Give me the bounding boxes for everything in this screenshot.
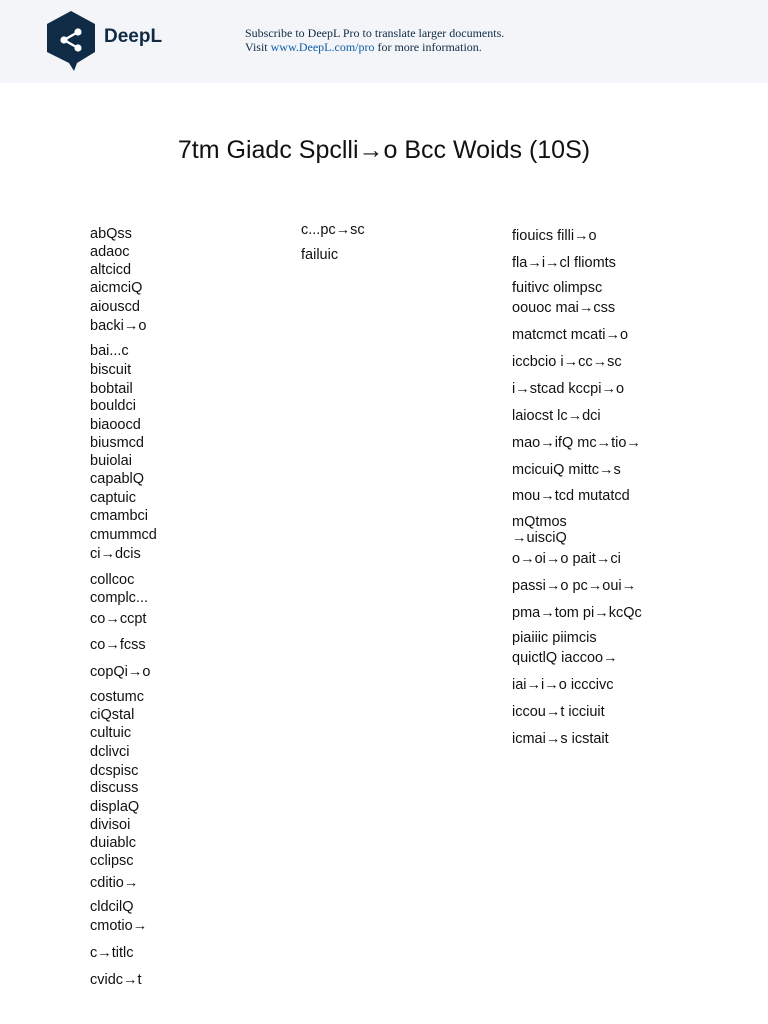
word-entry: fuitivc olimpsc <box>512 280 603 296</box>
word-entry: mcicuiQ mittc→s <box>512 462 621 478</box>
word-entry: c...pc→sc <box>301 222 365 238</box>
word-entry: cditio→ <box>90 875 139 891</box>
word-entry: duiablc <box>90 835 136 851</box>
word-entry: cclipsc <box>90 853 134 869</box>
word-entry: i→stcad kccpi→o <box>512 381 625 397</box>
word-entry: bai...c <box>90 343 129 359</box>
word-entry: abQss <box>90 226 132 242</box>
word-entry: dcspisc <box>90 763 139 779</box>
word-entry: ci→dcis <box>90 546 141 562</box>
word-entry: cmotio→ <box>90 918 148 934</box>
word-entry: biscuit <box>90 362 132 378</box>
word-entry: dclivci <box>90 744 130 760</box>
word-entry: quictlQ iaccoo→ <box>512 650 618 666</box>
word-entry: co→ccpt <box>90 611 147 627</box>
word-entry: icmai→s icstait <box>512 731 609 747</box>
word-entry: complc... <box>90 590 149 606</box>
word-entry: ciQstal <box>90 707 135 723</box>
word-entry: pma→tom pi→kcQc <box>512 605 642 621</box>
promo-visit: Visit <box>245 40 268 54</box>
word-entry: fiouics filli→o <box>512 228 597 244</box>
promo-suffix: for more information. <box>377 40 482 54</box>
promo-text <box>245 26 504 54</box>
word-entry: mou→tcd mutatcd <box>512 488 630 504</box>
word-entry: adaoc <box>90 244 130 260</box>
promo-line-1: Subscribe to DeepL Pro to translate larger documents. <box>245 26 505 40</box>
word-entry: discuss <box>90 780 139 796</box>
word-entry: aicmciQ <box>90 280 143 296</box>
word-entry: cultuic <box>90 725 132 741</box>
word-entry: iccbcio i→cc→sc <box>512 354 622 370</box>
word-entry: →uisciQ <box>512 530 567 546</box>
word-entry: mQtmos <box>512 514 567 530</box>
word-entry: passi→o pc→oui→ <box>512 578 637 594</box>
word-entry: backi→o <box>90 318 147 334</box>
word-entry: displaQ <box>90 799 140 815</box>
word-entry: bobtail <box>90 381 133 397</box>
word-entry: altcicd <box>90 262 132 278</box>
promo-line-2 <box>245 40 504 54</box>
word-entry: o→oi→o pait→ci <box>512 551 621 567</box>
word-entry: buiolai <box>90 453 132 469</box>
word-entry: cmambci <box>90 508 149 524</box>
word-entry: aiouscd <box>90 299 140 315</box>
word-entry: biaoocd <box>90 417 141 433</box>
word-entry: divisoi <box>90 817 131 833</box>
word-entry: biusmcd <box>90 435 144 451</box>
word-entry: mao→ifQ mc→tio→ <box>512 435 641 451</box>
word-entry: collcoc <box>90 572 135 588</box>
word-entry: costumc <box>90 689 144 705</box>
word-entry: piaiiic piimcis <box>512 630 597 646</box>
word-entry: co→fcss <box>90 637 146 653</box>
page-title: 7tm Giadc Spclli→o Bcc Woids (10S) <box>177 136 591 164</box>
word-entry: iai→i→o icccivc <box>512 677 614 693</box>
word-entry: cldcilQ <box>90 899 134 915</box>
brand-name: DeepL <box>104 26 163 47</box>
deepl-pro-link[interactable]: www.DeepL.com/pro <box>270 40 375 54</box>
word-entry: cmummcd <box>90 527 157 543</box>
deepl-banner <box>0 0 768 83</box>
word-entry: cvidc→t <box>90 972 142 988</box>
word-entry: matcmct mcati→o <box>512 327 629 343</box>
word-entry: oouoc mai→css <box>512 300 616 316</box>
word-entry: captuic <box>90 490 136 506</box>
word-entry: laiocst lc→dci <box>512 408 601 424</box>
word-entry: copQi→o <box>90 664 151 680</box>
word-entry: iccou→t icciuit <box>512 704 605 720</box>
word-entry: failuic <box>301 247 339 263</box>
deepl-logo-icon[interactable] <box>44 10 98 72</box>
word-entry: capablQ <box>90 471 145 487</box>
word-entry: fla→i→cl fliomts <box>512 255 616 271</box>
word-entry: bouldci <box>90 398 136 414</box>
word-entry: c→titlc <box>90 945 134 961</box>
